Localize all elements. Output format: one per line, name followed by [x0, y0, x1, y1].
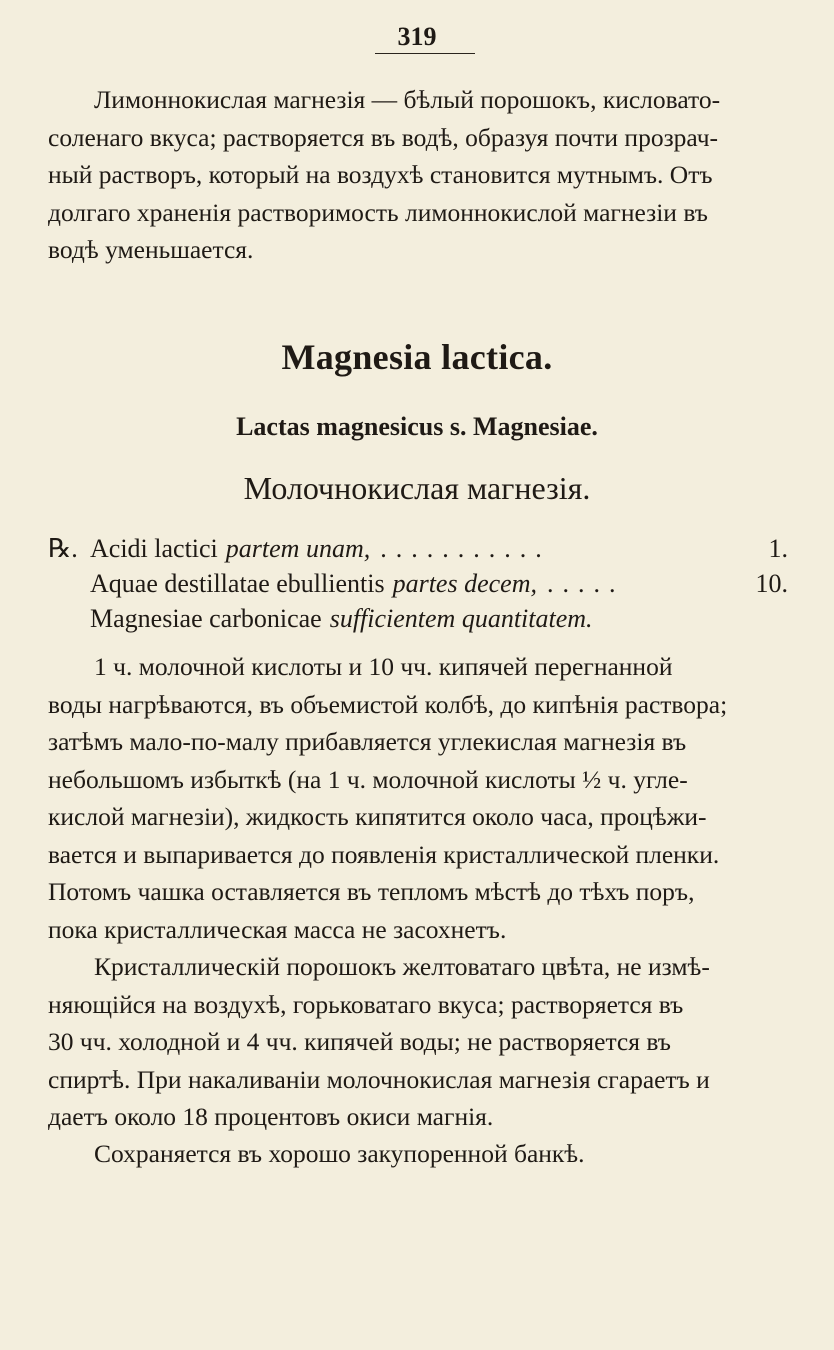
text-line: даетъ около 18 процентовъ окиси магнія. — [48, 1102, 494, 1131]
description-paragraph — [48, 948, 788, 1136]
text-line: долгаго храненія растворимость лимоннокислой магнезіи въ — [48, 197, 708, 227]
recipe — [48, 531, 788, 636]
text-line: воды нагрѣваются, въ объемистой колбѣ, до кипѣнія раствора; — [48, 689, 728, 719]
text-line: спиртѣ. При накаливаніи молочнокислая магнезія сгараетъ и — [48, 1064, 710, 1094]
leader-dots: ..... — [546, 569, 625, 598]
ingredient-quantity: sufficientem quantitatem. — [329, 604, 593, 633]
ingredient-quantity: partem unam, — [225, 534, 371, 563]
recipe-item — [48, 566, 788, 601]
preparation-paragraph — [48, 648, 788, 948]
recipe-item — [48, 601, 788, 636]
text-line: Сохраняется въ хорошо закупоренной банкѣ. — [94, 1139, 585, 1168]
text-line: Потомъ чашка оставляется въ тепломъ мѣстѣ до тѣхъ поръ, — [48, 877, 695, 906]
text-line: водѣ уменьшается. — [48, 235, 254, 264]
text-line: няющійся на воздухѣ, горьковатаго вкуса; растворяется въ — [48, 989, 684, 1019]
storage-paragraph — [48, 1135, 788, 1173]
text-line: 1 ч. молочной кислоты и 10 чч. кипячей перегнанной — [94, 652, 673, 681]
page-number: 319 — [397, 22, 437, 51]
russian-name: Молочнокислая магнезія. — [243, 470, 591, 506]
leader-dots: ........... — [380, 534, 551, 563]
text-line: Лимоннокислая магнезія — бѣлый порошокъ, кисловато- — [94, 85, 721, 114]
text-line: соленаго вкуса; растворяется въ водѣ, образуя почти прозрач- — [48, 122, 719, 152]
recipe-symbol: ℞. — [48, 534, 78, 563]
text-line: затѣмъ мало-по-малу прибавляется углекислая магнезія въ — [48, 727, 687, 756]
text-line: 30 чч. холодной и 4 чч. кипячей воды; не растворяется въ — [48, 1027, 671, 1056]
intro-paragraph — [48, 81, 788, 269]
leader-dots — [593, 601, 788, 636]
text-line: пока кристаллическая масса не засохнетъ. — [48, 914, 507, 944]
recipe-item — [48, 531, 788, 566]
ingredient-name: Magnesiae carbonicae — [90, 604, 322, 633]
text-line: кислой магнезіи), жидкость кипятится около часа, процѣжи- — [48, 802, 707, 831]
latin-synonym: Lactas magnesicus s. Magnesiae. — [236, 412, 598, 441]
text-line: вается и выпаривается до появленія кристаллической пленки. — [48, 839, 720, 869]
ingredient-amount: 10. — [755, 569, 788, 598]
article-title: Magnesia lactica. — [281, 337, 553, 377]
ingredient-quantity: partes decem, — [392, 569, 537, 598]
text-line: ный растворъ, который на воздухѣ становится мутнымъ. Отъ — [48, 160, 713, 189]
ingredient-name: Acidi lactici — [90, 534, 218, 563]
ingredient-amount: 1. — [768, 534, 788, 563]
page-number-rule — [375, 53, 475, 54]
text-line: небольшомъ избыткѣ (на 1 ч. молочной кислоты ½ ч. угле- — [48, 764, 688, 794]
ingredient-name: Aquae destillatae ebullientis — [90, 569, 385, 598]
text-line: Кристаллическій порошокъ желтоватаго цвѣта, не измѣ- — [94, 952, 710, 981]
